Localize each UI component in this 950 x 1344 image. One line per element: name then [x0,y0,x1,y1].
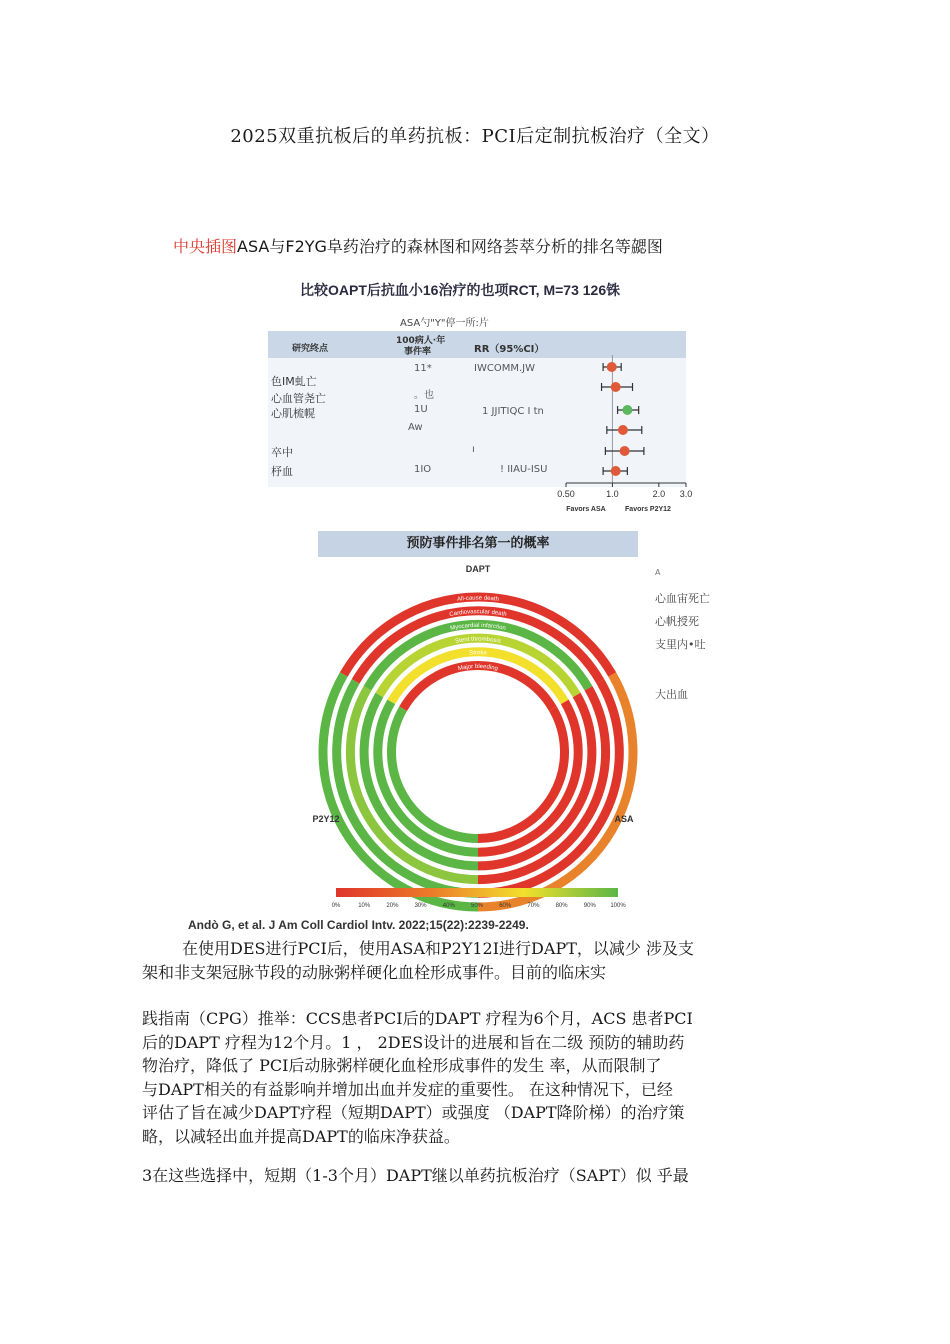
forest-point [611,382,621,392]
paragraph-line: 践指南（CPG）推举：CCS患者PCI后的DAPT 疗程为6个月，ACS 患者PCI [142,1009,693,1028]
forest-rate: 11* [414,363,432,374]
forest-tick-label: 3.0 [679,489,693,499]
ring-scale-tick: 100% [610,903,626,909]
ring-chart-banner: 预防事件排名第一的概率 [318,531,638,557]
figure-citation: Andò G, et al. J Am Coll Cardiol Intv. 2022;15(22):2239-2249. [188,918,529,932]
ring-legend-item: A [655,568,661,577]
ring-label-asa: ASA [614,814,634,824]
ring-scale-tick: 40% [442,903,455,909]
ring-label: Stroke [469,650,487,657]
ring-scale-tick: 20% [386,903,399,909]
forest-plot [540,355,710,520]
paragraph-line: 后的DAPT 疗程为12个月。1 ， 2DES设计的进展和旨在二级 预防的辅助药 [142,1032,685,1052]
ring-label: Major bleeding [457,663,499,673]
document-title: 2025双重抗板后的单药抗板：PCI后定制抗板治疗（全文） [230,126,720,147]
figure-caption-text: ASA与F2YG阜药治疗的森林图和网络荟萃分析的排名等勰图 [237,237,663,256]
paragraph-line: 3在这些选择中，短期（1-3个月）DAPT继以单药抗板治疗（SAPT）似 乎最 [142,1166,689,1185]
ring-chart [300,560,650,915]
forest-row-label: 心血管尧亡 [271,392,326,405]
forest-rr: IWCOMM.JW [474,363,535,374]
forest-tick-label: 1.0 [606,489,619,499]
ring-scale-tick: 50% [470,903,484,909]
ring-scale-tick: 70% [527,903,540,909]
paragraph-line: 物治疗，降低了 PCI后动脉粥样硬化血栓形成事件的发生 率，从而限制了 [142,1056,662,1075]
paragraph-line: 略，以减轻出血并提高DAPT的临床净获益。 [142,1126,460,1146]
forest-rate: 。也 [414,390,434,401]
ring-scale-tick: 10% [358,903,371,909]
paragraph-line: 架和非支架冠脉节段的动脉粥样硬化血栓形成事件。目前的临床实 [142,963,607,982]
forest-point [611,466,621,476]
forest-head-note: ASA勺"Y"停一所:片 [400,318,489,329]
forest-tick-label: 2.0 [652,489,666,499]
ring-scale-tick: 80% [555,903,568,909]
forest-table-header [268,331,686,358]
forest-rr: ı [472,444,475,455]
forest-rate: 1U [414,404,428,415]
forest-row-label: 心肌梳幌 [271,407,315,420]
figure-caption [173,234,663,257]
ring-scale-tick: 30% [414,903,427,909]
paragraph-1 [142,937,822,961]
paragraph-1-cont [142,961,822,985]
ring-label: Myocardial infarction [449,622,507,632]
ring-label-dapt: DAPT [465,564,491,574]
forest-rr: ! IIAU-ISU [500,464,548,475]
ring-scale-tick: 90% [583,903,596,909]
col-rate-line1: 100病人·年 [396,336,446,346]
figure-subtitle: 比较OAPT后抗血小16治疗的也项RCT, M=73 126铢 [300,282,621,298]
ring-label: All-cause death [456,595,500,603]
forest-point [622,405,632,415]
paragraph-3 [142,1164,822,1188]
paragraph-2 [142,1007,822,1148]
forest-point [607,362,617,372]
ring-label: Stent thrombosis [454,636,502,645]
paragraph-line: 评估了旨在减少DAPT疗程（短期DAPT）或强度 （DAPT降阶梯）的治疗策 [142,1103,685,1122]
ring-scale-tick: 0% [331,903,341,909]
paragraph-line: 与DAPT相关的有益影响并增加出血并发症的重要性。 在这种情况下，已经 [142,1079,673,1099]
ring-scale-bar [336,888,618,897]
forest-favors-left: Favors ASA [566,506,606,513]
forest-row-label: 杼血 [271,465,293,478]
forest-rate: Aw [408,422,423,433]
col-rate-line2: 事件率 [404,347,432,357]
ring-legend-item: 心帆授死 [655,615,699,628]
ring-legend-item: 支里内•吐 [655,638,706,651]
forest-point [620,446,630,456]
forest-favors-right: Favors P2Y12 [625,506,671,513]
figure-caption-prefix: 中央插图 [173,237,238,256]
paragraph-line: 在使用DES进行PCI后，使用ASA和P2Y12I进行DAPT，以减少 涉及支 [182,939,694,958]
ring-label-p2y12: P2Y12 [312,814,340,824]
ring-arc-dapt [403,663,553,709]
forest-row-label: 卒中 [271,446,293,459]
forest-rr: 1 JJITIQC I tn [482,406,544,417]
forest-point [618,425,628,435]
forest-rate: 1IO [414,464,432,475]
ring-label: Cardiovascular death [448,609,508,619]
forest-row-label: 色IM虬亡 [271,375,317,388]
ring-scale-tick: 60% [499,903,512,909]
col-endpoint: 研究终点 [292,344,329,354]
ring-legend-item: 心血宙死亡 [655,592,710,605]
ring-legend-item: 大出血 [655,688,688,701]
forest-tick-label: 0.50 [557,489,575,499]
col-rr: RR（95%CI） [474,344,545,355]
